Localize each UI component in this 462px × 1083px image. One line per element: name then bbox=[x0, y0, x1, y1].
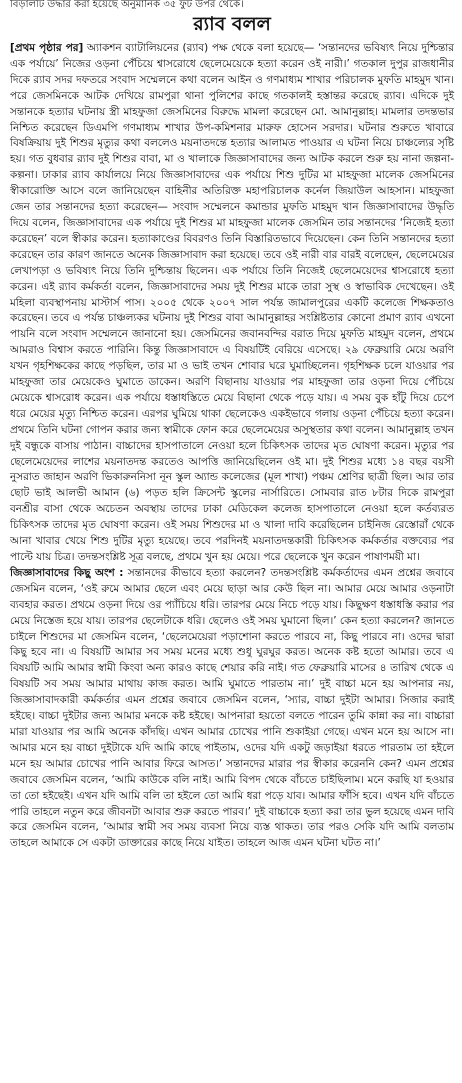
continuation-marker: [প্রথম পৃষ্ঠার পর] bbox=[10, 42, 84, 54]
paragraph-text: সন্তানদের কীভাবে হত্যা করলেন? তদন্তসংশ্লিষ্ট কর্মকর্তাদের এমন প্রশ্নের জবাবে জেসমিন বলেন, ‘ওই রুমে আমার ছেলে এবং মেয়ে ছাড়া আর কেউ ছিল না। আমার মেয়ে আমার ওড়নাটা ব্যবহার করত। প্রথমে ওড়না দিয়ে ওর প্যাঁচিয়ে ধরি। তারপর মেয়ে নিচে পড়ে যায়। কিছুক্ষণ ধস্তাধস্তি করার পর মেয়ে নিস্তেজ হয়ে যায়। তারপর ছেলেটাকে ধরি। ছেলেও ওই সময় ঘুমানো ছিল।’ কেন হত্যা করলেন? জানতে চাইলে শিশুদের মা জেসমিন বলেন, ‘ছেলেমেয়েরা পড়াশোনা করতে পারবে না, কিছু পারবে না। ওদের দ্বারা কিছু হবে না। এ বিষয়টি আমার সব সময় মনের মধ্যে শুধু ঘুরঘুর করত। অনেক কষ্ট হতো আমার। তবে এ বিষয়টি আমি আমার স্বামী কিংবা অন্য কারও কাছে শেয়ার করি নাই। গত ফেব্রুয়ারি মাসের ৪ তারিখ থেকে এ বিষয়টি সব সময় আমার মাথায় কাজ করত। আমি ঘুমাতে পারতাম না।’ দুই বাচ্চা মনে হয় আপনার নয়, জিজ্ঞাসাবাদকারী কর্মকর্তার এমন প্রশ্নের জবাবে জেসমিন বলেন, ‘স্যার, বাচ্চা দুইটা আমার। সিজার করাই হইছে। বাচ্চা দুইটার জন্য আমার মনকে কষ্ট হইছে। আপনারা হয়তো বলতে পারেন তুমি কান্না কর না। বাচ্চারা মারা যাওয়ার পর আমি অনেক কাঁদছি। এখন আমার চোখের পানি শুকাইয়া গেছে। এখন মনে হয় আসে না। আমার মনে হয় বাচ্চা দুইটাকে যদি আমি কাছে পাইতাম, ওদের যদি একটু জড়াইয়া ধরতে পারতাম তা হইলে মনে হয় আমার চোখের পানি আবার ফিরে আসত।’ সন্তানদের মারার পর স্বীকার করেননি কেন? এমন প্রশ্নের জবাবে জেসমিন বলেন, ‘আমি কাউকে বলি নাই। আমি বিপদ থেকে বাঁচতে চাইছিলাম। মনে করছি যা হওয়ার তা তো হইছেই। এখন যদি আমি বলি তা হইলে তো আমি ধরা পড়ে যাব। আমার ফাঁসি হবে। এখন যদি বাঁচতে পারি তাহলে নতুন করে জীবনটা আবার শুরু করতে পারব।’ দুই বাচ্চাকে হত্যা করা তার ভুল হয়েছে এমন দাবি করে জেসমিন বলেন, ‘আমার স্বামী সব সময় ব্যবসা নিয়ে ব্যস্ত থাকত। তার পরও সেকি যদি আমি বলতাম তাহলে আমাকে সে একটা ডাক্তারের কাছে নিয়ে যাইত। তাহলে আজ এমন ঘটনা ঘটত না।’ bbox=[10, 566, 454, 850]
article-paragraph bbox=[10, 41, 454, 566]
section-subhead: জিজ্ঞাসাবাদের কিছু অংশ : bbox=[10, 566, 124, 579]
previous-article-tail: বিড়ালটি উদ্ধার করা হয়েছে অনুমানিক ৩৫ ফুট উপর থেকে। bbox=[10, 0, 244, 9]
article-body bbox=[10, 41, 454, 852]
article-paragraph bbox=[10, 566, 454, 852]
article-headline: র‌্যাব বলল bbox=[193, 13, 271, 35]
paragraph-text: অ্যাকশন ব্যাটালিয়নের (র‌্যাব) পক্ষ থেকে বলা হয়েছে— ‘সন্তানদের ভবিষ্যৎ নিয়ে দুশ্চিন্তার এক পর্যায়ে’ নিজের ওড়না পেঁচিয়ে শ্বাসরোধে ছেলেমেয়েকে হত্যা করেন ওই নারী।’ গতকাল দুপুর রাজধানীর দিকে র‌্যাব সদর দফতরে সংবাদ সম্মেলনে কথা বলেন আইন ও গণমাধ্যম শাখার পরিচালক মুফতি মাহমুদ খান। পরে জেসমিনকে আটক দেখিয়ে রামপুরা থানা পুলিশের কাছে গতকালই হস্তান্তর করেছে র‌্যাব। এদিকে দুই সন্তানকে হত্যার ঘটনায় স্ত্রী মাহফুজা জেসমিনের বিরুদ্ধে মামলা করেছেন মো. আমানুল্লাহ। মামলার তদন্তভার নিশ্চিত করেছেন ডিএমপি গণমাধ্যম শাখার উপ-কমিশনার মারুফ হোসেন সরদার। ঘটনার শুরুতে খাবারে বিষক্রিয়ায় দুই শিশুর মৃত্যুর কথা বললেও ময়নাতদন্তে হত্যার আলামত পাওয়ার এ ঘটনা নিয়ে চাঞ্চল্যের সৃষ্টি হয়। গত বুধবার র‌্যাব দুই শিশুর বাবা, মা ও খালাকে জিজ্ঞাসাবাদের জন্য আটক করলে শুরু হয় নানা জল্পনা-কল্পনা। ঢাকার র‌্যাব কার্যালয়ে নিয়ে জিজ্ঞাসাবাদের এক পর্যায়ে শিশু দুটির মা মাহফুজা মালেক জেসমিনের স্বীকারোক্তি আসে বলে জানিয়েছেন বাহিনীর অতিরিক্ত মহাপরিচালক কর্নেল জিয়াউল আহসান। মাহফুজা জেন তার সন্তানদের হত্যা করেছেন— সংবাদ সম্মেলনে কমান্ডার মুফতি মাহমুদ খান জিজ্ঞাসাবাদের উদ্ধৃতি দিয়ে বলেন, জিজ্ঞাসাবাদের এক পর্যায়ে দুই শিশুর মা মাহফুজা মালেক জেসমিন তার সন্তানদের ‘নিজেই হত্যা করেছেন’ বলে স্বীকার করেন। হত্যাকাণ্ডের বিবরণও তিনি বিস্তারিতভাবে দিয়েছেন। কেন তিনি সন্তানদের হত্যা করেছেন তার কারণ জানতে অনেক জিজ্ঞাসাবাদ করা হয়েছে। তবে ওই নারী বার বারই বলেছেন, ছেলেমেয়ের লেখাপড়া ও ভবিষ্যৎ নিয়ে তিনি দুশ্চিন্তায় ছিলেন। এক পর্যায়ে তিনি নিজেই ছেলেমেয়েদের শ্বাসরোধে হত্যা করেন। এই র‌্যাব কর্মকর্তা বলেন, জিজ্ঞাসাবাদের সময় দুই শিশুর মাকে তারা সুস্থ ও স্বাভাবিক দেখেছেন। ওই মহিলা ব্যবস্থাপনায় মাস্টার্স পাস। ২০০৫ থেকে ২০০৭ সাল পর্যন্ত জামালপুরের একটি কলেজে শিক্ষকতাও করেছেন। তবে এ পর্যন্ত চাঞ্চল্যকর ঘটনায় দুই শিশুর বাবা আমানুল্লাহর সংশ্লিষ্টতার কোনো প্রমাণ র‌্যাব এখনো পায়নি বলে সংবাদ সম্মেলনে জানানো হয়। জেসমিনের জবানবন্দির বরাত দিয়ে মুফতি মাহমুদ বলেন, প্রথমে আমরাও বিশ্বাস করতে পারিনি। কিন্তু জিজ্ঞাসাবাদে এ বিষয়টিই বেরিয়ে এসেছে। ২৯ ফেব্রুয়ারি মেয়ে অরণি যখন গৃহশিক্ষকের কাছে পড়ছিল, তার মা ও ভাই তখন শোবার ঘরে ঘুমাচ্ছিলেন। গৃহশিক্ষক চলে যাওয়ার পর মাহফুজা তার মেয়েকেও ঘুমাতে ডাকেন। অরণি বিছানায় যাওয়ার পর মাহফুজা তার ওড়না দিয়ে পেঁচিয়ে মেয়েকে শ্বাসরোধ করেন। এক পর্যায়ে ধস্তাধস্তিতে মেয়ে বিছানা থেকে পড়ে যায়। এ সময় বুক হাঁটু দিয়ে চেপে ধরে মেয়ের মৃত্যু নিশ্চিত করেন। এরপর ঘুমিয়ে থাকা ছেলেকেও একইভাবে গলায় ওড়না পেঁচিয়ে হত্যা করেন। প্রথমে তিনি ঘটনা গোপন করার জন্য স্বামীকে ফোন করে ছেলেমেয়ের অসুস্থতার কথা বলেন। আমানুল্লাহ তখন দুই বন্ধুকে বাসায় পাঠান। বাচ্চাদের হাসপাতালে নেওয়া হলে চিকিৎসক তাদের মৃত ঘোষণা করেন। মৃত্যুর পর ছেলেমেয়েদের লাশের ময়নাতদন্ত করতেও আপত্তি জানিয়েছিলেন ওই মা। দুই শিশুর মধ্যে ১৪ বছর বয়সী নুসরাত জাহান অরণি ভিকারুননিসা নূন স্কুল অ্যান্ড কলেজের (মূল শাখা) পঞ্চম শ্রেণির ছাত্রী ছিল। আর তার ছোট ভাই আলভী আমান (৬) পড়ত হলি ক্রিসেন্ট স্কুলের নার্সারিতে। সোমবার রাত ৮টার দিকে রামপুরা বনশ্রীর বাসা থেকে অচেতন অবস্থায় তাদের ঢাকা মেডিকেল কলেজ হাসপাতালে নেওয়া হলে কর্তব্যরত চিকিৎসক তাদের মৃত ঘোষণা করেন। ওই সময় শিশুদের মা ও খালা দাবি করেছিলেন চাইনিজ রেস্তোরাঁ থেকে আনা খাবার খেয়ে শিশু দুটির মৃত্যু হয়েছে। তবে পরদিনই ময়নাতদন্তকারী চিকিৎসক কর্মকর্তার বক্তব্যের পর পাল্টে যায় চিত্র। তদন্তসংশ্লিষ্ট সূত্র বলছে, প্রথমে খুন হয় মেয়ে। পরে ছেলেকে খুন করেন পাষাণময়ী মা। bbox=[10, 42, 454, 563]
